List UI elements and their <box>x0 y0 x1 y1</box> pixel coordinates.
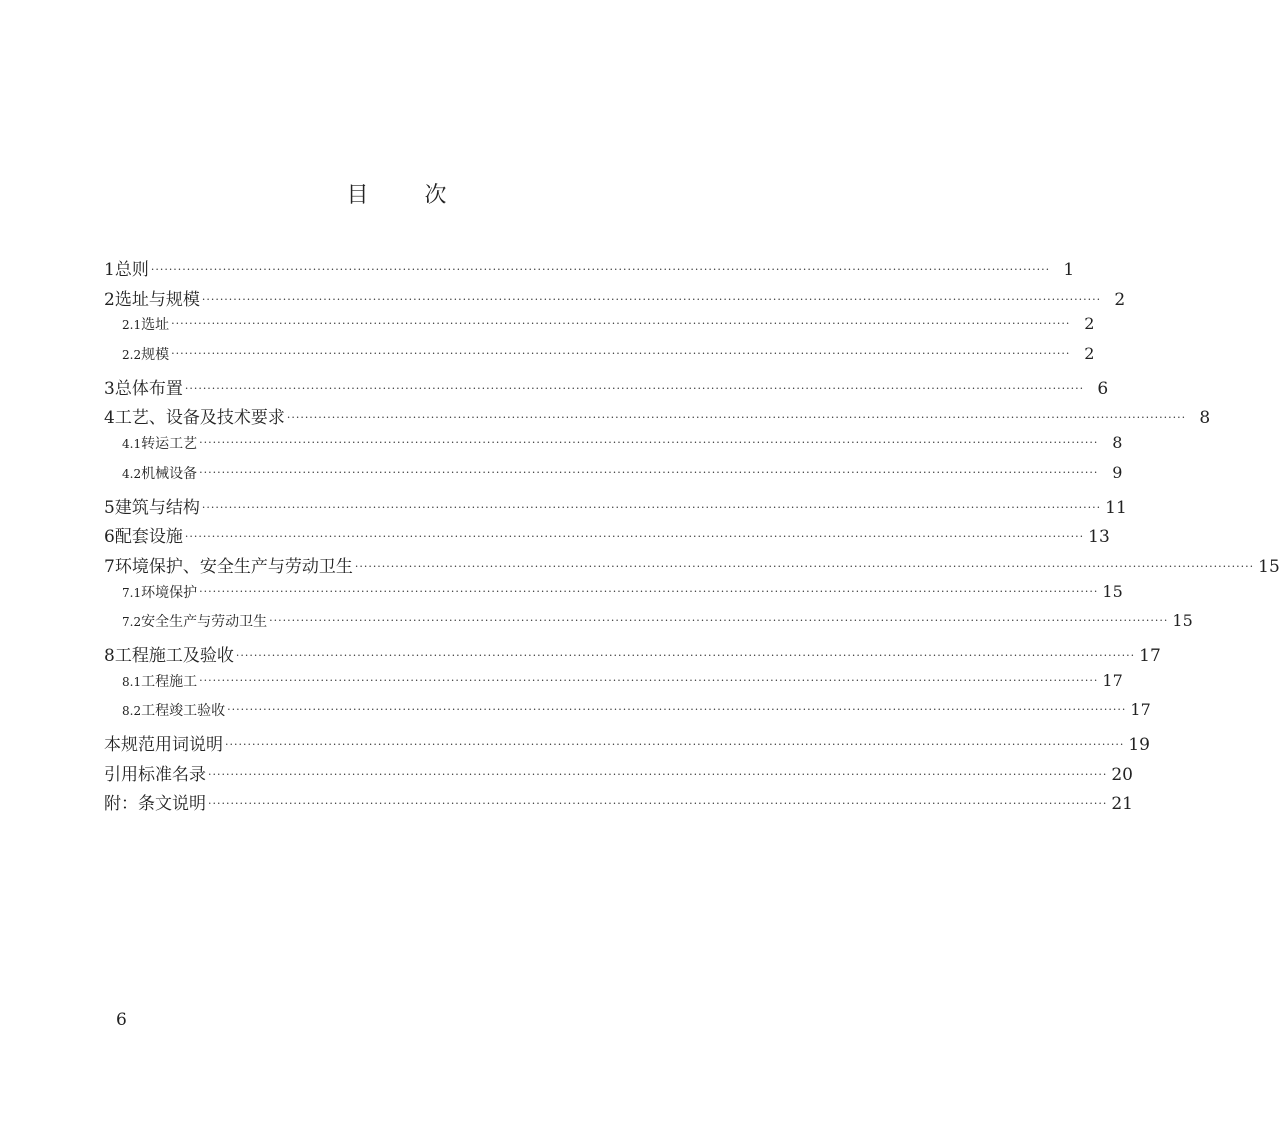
dot-leader: ········································································································································································································ <box>208 767 1108 781</box>
dot-leader: ········································································································································································································ <box>227 703 1127 717</box>
toc-entry-page: 17 <box>1139 645 1161 666</box>
toc-entry[interactable] <box>104 581 1123 612</box>
toc-entry[interactable] <box>104 374 1109 404</box>
toc-entry-number: 4.2 <box>122 466 142 481</box>
toc-entry-number: 4 <box>104 408 115 429</box>
toc-entry-label: 工程施工 <box>141 673 198 690</box>
toc-entry[interactable] <box>104 552 1280 582</box>
toc-entry[interactable] <box>104 255 1075 285</box>
dot-leader: ········································································································································································································ <box>171 317 1071 331</box>
toc-entry-number: 8.2 <box>122 704 142 719</box>
dot-leader: ········································································································································································································ <box>184 381 1085 395</box>
toc-entry-label: 工程竣工验收 <box>141 703 226 720</box>
toc-entry[interactable] <box>104 403 1211 433</box>
toc-entry-page: 15 <box>1258 556 1280 577</box>
toc-entry-page: 2 <box>1114 289 1126 310</box>
dot-leader: ········································································································································································································ <box>199 673 1099 687</box>
dot-leader: ········································································································································································································ <box>199 584 1099 598</box>
dot-leader: ········································································································································································································ <box>184 530 1085 544</box>
page-number: 6 <box>116 1010 127 1030</box>
toc-entry-label: 总则 <box>114 260 149 280</box>
toc-entry-page: 1 <box>1063 260 1075 280</box>
toc-entry[interactable] <box>104 611 1193 641</box>
toc-entry-label: 本规范用词说明 <box>104 735 223 755</box>
toc-entry-page: 17 <box>1102 670 1123 690</box>
toc-entry-page: 9 <box>1112 462 1123 482</box>
toc-entry-label: 环境保护、安全生产与劳动卫生 <box>114 556 353 577</box>
toc-entry-page: 2 <box>1084 314 1095 334</box>
toc-entry[interactable] <box>104 760 1133 790</box>
toc-entry-number: 8.1 <box>122 674 142 689</box>
toc-entry-label: 安全生产与劳动卫生 <box>141 614 268 631</box>
toc-entry-page: 21 <box>1111 794 1133 815</box>
toc-entry-label: 选址与规模 <box>114 289 200 310</box>
toc-entry-number: 7.1 <box>122 585 142 600</box>
toc-entry[interactable] <box>104 730 1150 760</box>
toc-entry-page: 8 <box>1112 433 1123 453</box>
toc-entry-number: 8 <box>104 645 115 666</box>
toc-entry-page: 19 <box>1128 735 1150 755</box>
toc-entry-label: 机械设备 <box>141 465 198 482</box>
toc-entry[interactable] <box>104 285 1126 315</box>
dot-leader: ········································································································································································································ <box>199 465 1099 479</box>
toc-entry-label: 规模 <box>141 347 170 364</box>
toc-entry-number: 5 <box>104 497 115 518</box>
toc-entry[interactable] <box>104 462 1123 493</box>
page-title <box>0 178 793 209</box>
toc-entry-page: 15 <box>1172 611 1193 631</box>
toc-entry-number: 7 <box>104 556 115 577</box>
toc-entry-label: 总体布置 <box>114 378 183 399</box>
toc-entry-number: 2.1 <box>122 318 142 333</box>
toc-entry[interactable] <box>104 789 1133 819</box>
toc-entry-label: 引用标准名录 <box>104 764 206 785</box>
toc-entry[interactable] <box>104 641 1161 671</box>
dot-leader: ········································································································································································································ <box>150 263 1051 276</box>
toc-entry-page: 13 <box>1088 527 1110 548</box>
toc-entry-label: 转运工艺 <box>141 436 198 453</box>
toc-entry-page: 8 <box>1199 408 1211 429</box>
toc-entry-label: 附：条文说明 <box>104 794 206 815</box>
toc-entry-page: 15 <box>1102 581 1123 601</box>
toc-entry-page: 11 <box>1105 497 1127 518</box>
dot-leader: ········································································································································································································ <box>235 648 1136 662</box>
dot-leader: ········································································································································································································ <box>208 797 1108 811</box>
toc-entry[interactable] <box>104 522 1110 552</box>
page-title-char-2: 次 <box>424 183 447 208</box>
toc-entry-page: 2 <box>1084 344 1095 364</box>
toc-entry-number: 6 <box>104 527 115 548</box>
toc-entry[interactable] <box>104 493 1127 523</box>
toc-entry-page: 20 <box>1111 764 1133 785</box>
toc-entry-label: 选址 <box>141 317 170 334</box>
toc-entry-number: 4.1 <box>122 437 142 452</box>
toc-entry[interactable] <box>104 433 1123 463</box>
toc-entry-number: 2 <box>104 289 115 310</box>
table-of-contents <box>104 255 1280 819</box>
toc-entry-page: 6 <box>1097 378 1109 399</box>
dot-leader: ········································································································································································································ <box>269 614 1169 628</box>
toc-entry-number: 1 <box>104 260 115 280</box>
toc-entry[interactable] <box>104 670 1123 701</box>
toc-entry-label: 建筑与结构 <box>114 497 200 518</box>
toc-entry-page: 17 <box>1130 700 1151 720</box>
dot-leader: ········································································································································································································ <box>225 738 1125 751</box>
dot-leader: ········································································································································································································ <box>171 347 1071 361</box>
toc-entry[interactable] <box>104 314 1095 344</box>
dot-leader: ········································································································································································································ <box>286 411 1187 425</box>
toc-entry-label: 环境保护 <box>141 584 198 601</box>
dot-leader: ········································································································································································································ <box>354 559 1255 573</box>
dot-leader: ········································································································································································································ <box>199 436 1099 450</box>
toc-entry-number: 2.2 <box>122 348 142 363</box>
page-title-char-1: 目 <box>346 183 369 208</box>
toc-entry-number: 3 <box>104 378 115 399</box>
dot-leader: ········································································································································································································ <box>201 500 1102 514</box>
toc-entry[interactable] <box>104 700 1151 730</box>
toc-entry[interactable] <box>104 344 1095 374</box>
dot-leader: ········································································································································································································ <box>201 292 1102 306</box>
toc-entry-label: 工艺、设备及技术要求 <box>114 408 285 429</box>
toc-entry-number: 7.2 <box>122 615 142 630</box>
toc-entry-label: 工程施工及验收 <box>114 645 234 666</box>
toc-entry-label: 配套设施 <box>114 527 183 548</box>
